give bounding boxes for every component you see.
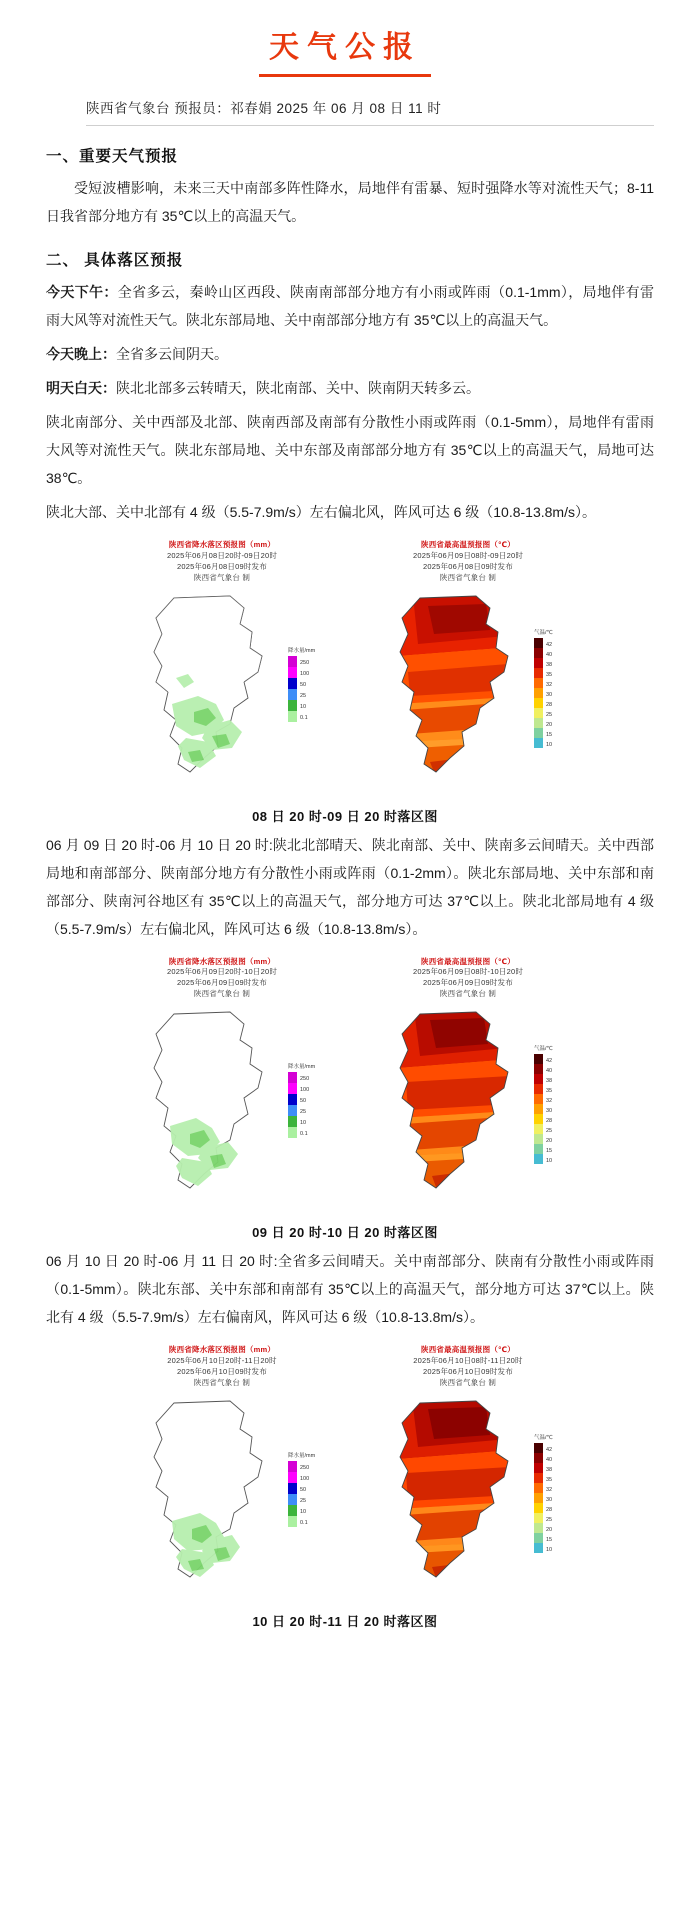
temp-map-sub2-2: 2025年06月09日09时发布 [423,978,513,988]
precip-map-sub3-1: 陕西省气象台 制 [193,572,251,582]
precip-map-card-3 [112,1345,332,1601]
temp-map-title-text-2: 陕西省最高温预报图（℃） [421,956,515,966]
forecast-day3-paragraph: 06 月 10 日 20 时-06 月 11 日 20 时:全省多云间晴天。关中南部部分、陕南有分散性小雨或阵雨（0.1-5mm）。陕北东部、关中东部和南部有 35℃以上的高温天气，部分地方可达 37℃以上。陕北有 4 级（5.5-7.9m/s）左右偏南风，阵风可达 6 级（10.8-13.8m/s）。 [46,1253,654,1325]
svg-text:40: 40 [546,651,553,658]
temp-map-canvas-2 [358,1002,578,1212]
svg-text:38: 38 [546,661,553,668]
temp-map-sub2-1: 2025年06月08日09时发布 [423,561,513,571]
precip-map-sub3-3: 陕西省气象台 制 [193,1377,251,1387]
temp-map-sub1-2: 2025年06月09日08时-10日20时 [412,967,524,977]
forecast-label-today-afternoon: 今天下午： [46,284,118,300]
svg-text:25: 25 [300,1109,307,1115]
precip-map-title-text-1: 陕西省降水落区预报图（mm） [168,540,276,549]
svg-text:降水量/mm: 降水量/mm [288,647,316,654]
svg-text:32: 32 [546,1486,553,1493]
precip-map-canvas-2 [112,1002,332,1212]
svg-text:10: 10 [546,1158,553,1164]
precip-map-title-3 [112,1345,332,1389]
figure-caption-1: 08 日 20 时-09 日 20 时落区图 [252,808,438,824]
figure-block-2 [0,957,690,1242]
map-pair-1 [0,540,690,796]
svg-text:25: 25 [546,1516,553,1523]
svg-text:20: 20 [546,721,553,728]
figure-caption-2: 09 日 20 时-10 日 20 时落区图 [252,1225,438,1240]
svg-text:42: 42 [546,641,553,648]
forecast-label-today-night: 今天晚上： [46,346,116,362]
svg-text:10: 10 [546,1546,553,1553]
shaanxi-temp-map-1 [358,586,578,791]
svg-text:气温/℃: 气温/℃ [534,629,553,636]
svg-text:降水量/mm: 降水量/mm [288,1452,316,1459]
svg-text:250: 250 [300,1076,310,1082]
svg-text:35: 35 [546,671,553,678]
forecast-text-tomorrow-day: 陕北北部多云转晴天，陕北南部、关中、陕南阴天转多云。 [116,380,480,396]
svg-text:250: 250 [300,1464,310,1471]
forecast-day2-paragraph: 06 月 09 日 20 时-06 月 10 日 20 时:陕北北部晴天、陕北南部、关中、陕南多云间晴天。关中西部局地和南部部分、陕南部分地方有分散性小雨或阵雨（0.1-2mm）。陕北东部局地、关中东部和南部部分、陕南河谷地区有 35℃以上的高温天气，部分地方可达 37℃以上。陕北北部局地有 4 级（5.5-7.9m/s）左右偏北风，阵风可达 6 级（10.8-13.8m/s）。 [46,836,654,937]
svg-text:0.1: 0.1 [300,1131,308,1137]
precip-map-sub1-1: 2025年06月08日20时-09日20时 [166,550,278,560]
svg-text:30: 30 [546,1496,553,1503]
forecast-text-today-afternoon: 全省多云，秦岭山区西段、陕南南部部分地方有小雨或阵雨（0.1-1mm），局地伴有雷雨大风等对流性天气。陕北东部局地、关中南部部分地方有 35℃以上的高温天气。 [46,284,654,328]
svg-text:50: 50 [300,1486,307,1493]
temp-map-title-1 [358,540,578,584]
svg-text:10: 10 [300,1120,307,1126]
temp-map-canvas-3 [358,1391,578,1601]
precip-map-sub1-3: 2025年06月10日20时-11日20时 [167,1355,277,1365]
temp-map-title-2 [358,957,578,1001]
figure-block-1 [0,540,690,825]
svg-text:42: 42 [546,1058,553,1064]
svg-text:32: 32 [546,681,553,688]
precip-map-card-2 [112,957,332,1213]
svg-text:30: 30 [546,1108,553,1114]
svg-text:100: 100 [300,670,310,677]
svg-text:25: 25 [300,1497,307,1504]
svg-text:28: 28 [546,1118,553,1124]
shaanxi-precip-map-1 [112,586,332,791]
svg-text:38: 38 [546,1466,553,1473]
shaanxi-temp-map-2 [358,1002,578,1207]
temp-map-sub2-3: 2025年06月10日09时发布 [423,1366,513,1376]
temp-map-sub1-1: 2025年06月09日08时-09日20时 [412,550,524,560]
precip-map-sub1-2: 2025年06月09日20时-10日20时 [166,967,278,977]
svg-text:25: 25 [300,692,307,699]
svg-text:25: 25 [546,1128,553,1134]
figure-block-3 [0,1345,690,1630]
forecast-tomorrow-detail: 陕北南部分、关中西部及北部、陕南西部及南部有分散性小雨或阵雨（0.1-5mm），局地伴有雷雨大风等对流性天气。陕北东部局地、关中东部及南部部分地方有 35℃以上的高温天气，局地可达 38℃。 [46,414,654,486]
forecast-tomorrow-day [46,374,654,402]
precip-map-title-text-3: 陕西省降水落区预报图（mm） [168,1345,276,1354]
forecast-tomorrow-wind: 陕北大部、关中北部有 4 级（5.5-7.9m/s）左右偏北风，阵风可达 6 级（10.8-13.8m/s）。 [46,504,596,520]
section-1-paragraph: 受短波槽影响，未来三天中南部多阵性降水，局地伴有雷暴、短时强降水等对流性天气；8-11 日我省部分地方有 35℃以上的高温天气。 [46,180,654,224]
temp-map-canvas-1 [358,586,578,796]
temp-map-card-2 [358,957,578,1213]
svg-text:38: 38 [546,1078,553,1084]
map-pair-3 [0,1345,690,1601]
temp-map-title-3 [358,1345,578,1389]
temp-map-title-text-3: 陕西省最高温预报图（℃） [421,1345,515,1354]
svg-text:25: 25 [546,711,553,718]
svg-text:0.1: 0.1 [300,1519,308,1526]
temp-map-sub3-3: 陕西省气象台 制 [439,1377,497,1387]
section-heading-2: 二、 具体落区预报 [46,252,184,269]
precip-map-sub2-2: 2025年06月09日09时发布 [177,978,267,988]
page-title: 天气公报 [259,18,431,77]
temp-map-card-3 [358,1345,578,1601]
forecast-today-night [46,340,654,368]
svg-text:30: 30 [546,691,553,698]
forecast-label-tomorrow-day: 明天白天： [46,380,116,396]
temp-map-sub1-3: 2025年06月10日08时-11日20时 [413,1355,523,1365]
forecast-text-today-night: 全省多云间阴天。 [116,346,228,362]
precip-map-sub3-2: 陕西省气象台 制 [193,989,251,999]
temp-map-card-1 [358,540,578,796]
svg-text:40: 40 [546,1068,553,1074]
svg-text:20: 20 [546,1138,553,1144]
svg-text:28: 28 [546,1506,553,1513]
figure-caption-3: 10 日 20 时-11 日 20 时落区图 [252,1613,438,1629]
shaanxi-precip-map-3 [112,1391,332,1596]
shaanxi-temp-map-3 [358,1391,578,1596]
forecast-today-afternoon [46,278,654,334]
svg-text:50: 50 [300,681,307,688]
svg-text:35: 35 [546,1476,553,1483]
map-pair-2 [0,957,690,1213]
svg-text:40: 40 [546,1456,553,1463]
svg-text:降水量/mm: 降水量/mm [288,1064,316,1070]
temp-map-title-text-1: 陕西省最高温预报图（℃） [421,540,515,549]
svg-text:32: 32 [546,1098,553,1104]
svg-text:10: 10 [300,1508,307,1515]
svg-text:15: 15 [546,731,553,738]
svg-text:250: 250 [300,659,310,666]
precip-map-sub2-1: 2025年06月08日09时发布 [177,561,267,571]
precip-map-title-1 [112,540,332,584]
svg-text:15: 15 [546,1148,553,1154]
svg-text:35: 35 [546,1088,553,1094]
svg-text:15: 15 [546,1536,553,1543]
temp-map-sub3-1: 陕西省气象台 制 [439,572,497,582]
svg-text:28: 28 [546,701,553,708]
svg-text:0.1: 0.1 [300,714,308,721]
shaanxi-precip-map-2 [112,1002,332,1207]
title-container [0,0,690,83]
svg-text:10: 10 [546,741,553,748]
temp-map-sub3-2: 陕西省气象台 制 [439,989,497,999]
svg-text:100: 100 [300,1087,310,1093]
svg-text:42: 42 [546,1446,553,1453]
svg-text:50: 50 [300,1098,307,1104]
precip-map-card-1 [112,540,332,796]
precip-map-sub2-3: 2025年06月10日09时发布 [177,1366,267,1376]
precip-map-canvas-3 [112,1391,332,1601]
precip-map-canvas-1 [112,586,332,796]
svg-text:10: 10 [300,703,307,710]
svg-text:100: 100 [300,1475,310,1482]
svg-text:20: 20 [546,1526,553,1533]
section-heading-1: 一、重要天气预报 [46,148,179,165]
svg-text:气温/℃: 气温/℃ [534,1434,553,1441]
byline: 陕西省气象台 预报员：祁春娟 2025 年 06 月 08 日 11 时 [86,97,654,126]
precip-map-title-2 [112,957,332,1001]
svg-text:气温/℃: 气温/℃ [534,1046,553,1052]
precip-map-title-text-2: 陕西省降水落区预报图（mm） [168,956,276,966]
